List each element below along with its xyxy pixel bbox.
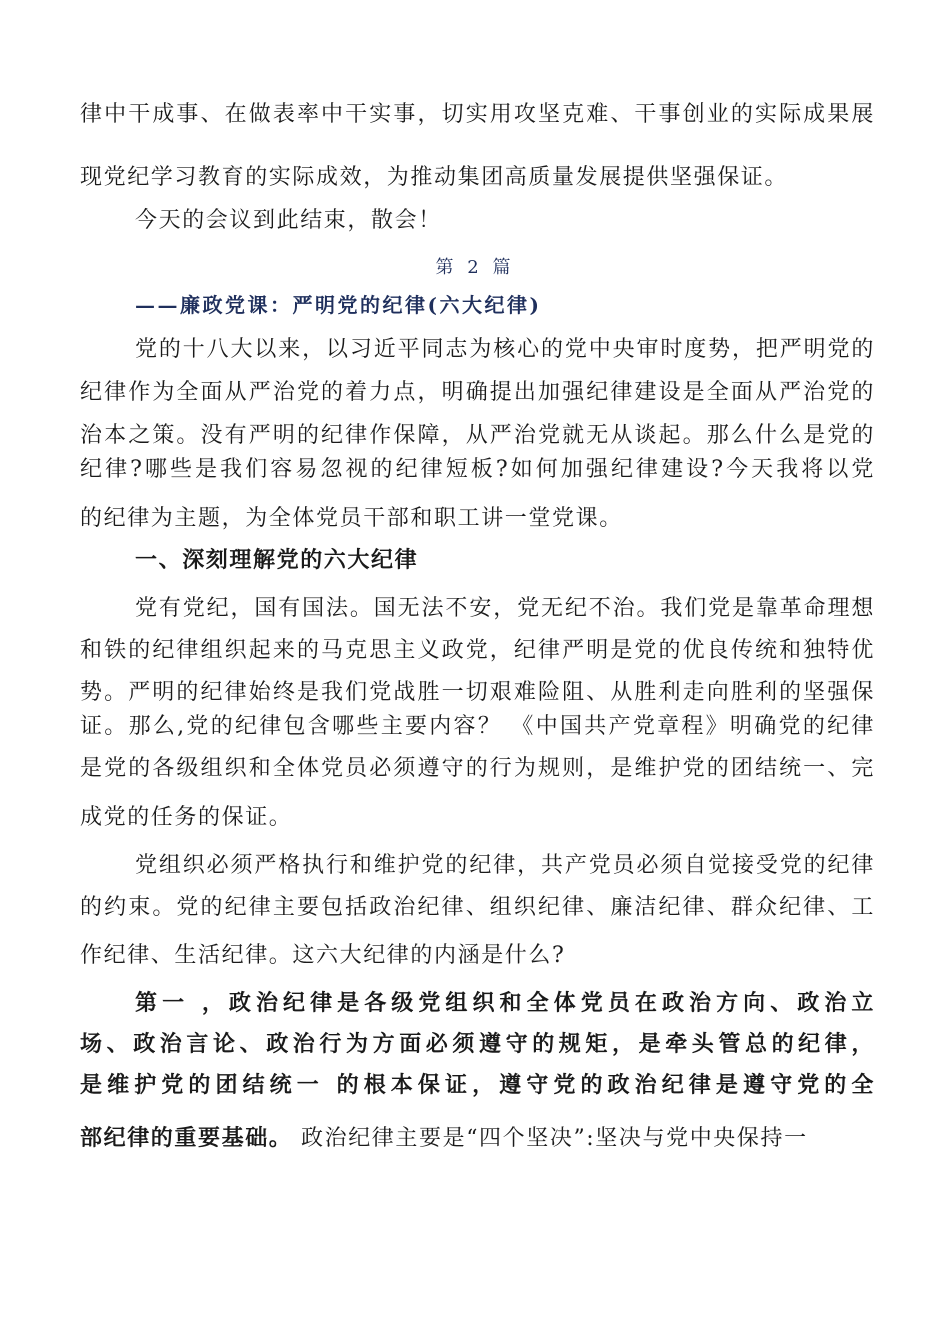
text-line: 作纪律、生活纪律。这六大纪律的内涵是什么? xyxy=(80,943,566,968)
text-line: 的约束。党的纪律主要包括政治纪律、组织纪律、廉洁纪律、群众纪律、工 xyxy=(80,895,875,920)
closing-line: 今天的会议到此结束，散会！ xyxy=(135,208,442,233)
normal-run: 政治纪律主要是“四个坚决”:坚决与党中央保持一 xyxy=(292,1126,808,1151)
text-line: 律中干成事、在做表率中干实事，切实用攻坚克难、干事创业的实际成果展 xyxy=(80,102,875,127)
mixed-line xyxy=(80,1123,875,1153)
text-line: 和铁的纪律组织起来的马克思主义政党，纪律严明是党的优良传统和独特优 xyxy=(80,638,875,663)
bold-line: 第一 ，政治纪律是各级党组织和全体党员在政治方向、政治立 xyxy=(135,990,875,1016)
bold-line: 是维护党的团结统一 的根本保证，遵守党的政治纪律是遵守党的全 xyxy=(80,1072,875,1098)
text-line: 成党的任务的保证。 xyxy=(80,805,293,830)
text-line: 证。那么,党的纪律包含哪些主要内容？ 《中国共产党章程》明确党的纪律 xyxy=(80,714,875,739)
text-line: 纪律?哪些是我们容易忽视的纪律短板?如何加强纪律建设?今天我将以党 xyxy=(80,457,875,482)
bold-line: 场、政治言论、政治行为方面必须遵守的规矩，是牵头管总的纪律， xyxy=(80,1031,875,1057)
text-line: 治本之策。没有严明的纪律作保障，从严治党就无从谈起。那么什么是党的 xyxy=(80,423,875,448)
text-line: 党有党纪，国有国法。国无法不安，党无纪不治。我们党是靠革命理想 xyxy=(135,596,875,621)
bold-run: 部纪律的重要基础。 xyxy=(80,1125,293,1151)
text-line: 党组织必须严格执行和维护党的纪律，共产党员必须自觉接受党的纪律 xyxy=(135,853,875,878)
text-line: 是党的各级组织和全体党员必须遵守的行为规则，是维护党的团结统一、完 xyxy=(80,756,875,781)
text-line: 势。严明的纪律始终是我们党战胜一切艰难险阻、从胜利走向胜利的坚强保 xyxy=(80,680,875,705)
text-line: 纪律作为全面从严治党的着力点，明确提出加强纪律建设是全面从严治党的 xyxy=(80,380,875,405)
text-line: 党的十八大以来，以习近平同志为核心的党中央审时度势，把严明党的 xyxy=(135,337,875,362)
section-heading: 一、深刻理解党的六大纪律 xyxy=(135,548,419,573)
part-label: 第 2 篇 xyxy=(435,257,515,278)
text-line: 现党纪学习教育的实际成效，为推动集团高质量发展提供坚强保证。 xyxy=(80,165,789,190)
text-line: 的纪律为主题，为全体党员干部和职工讲一堂党课。 xyxy=(80,506,623,531)
lesson-subtitle: ——廉政党课：严明党的纪律(六大纪律) xyxy=(135,293,542,317)
